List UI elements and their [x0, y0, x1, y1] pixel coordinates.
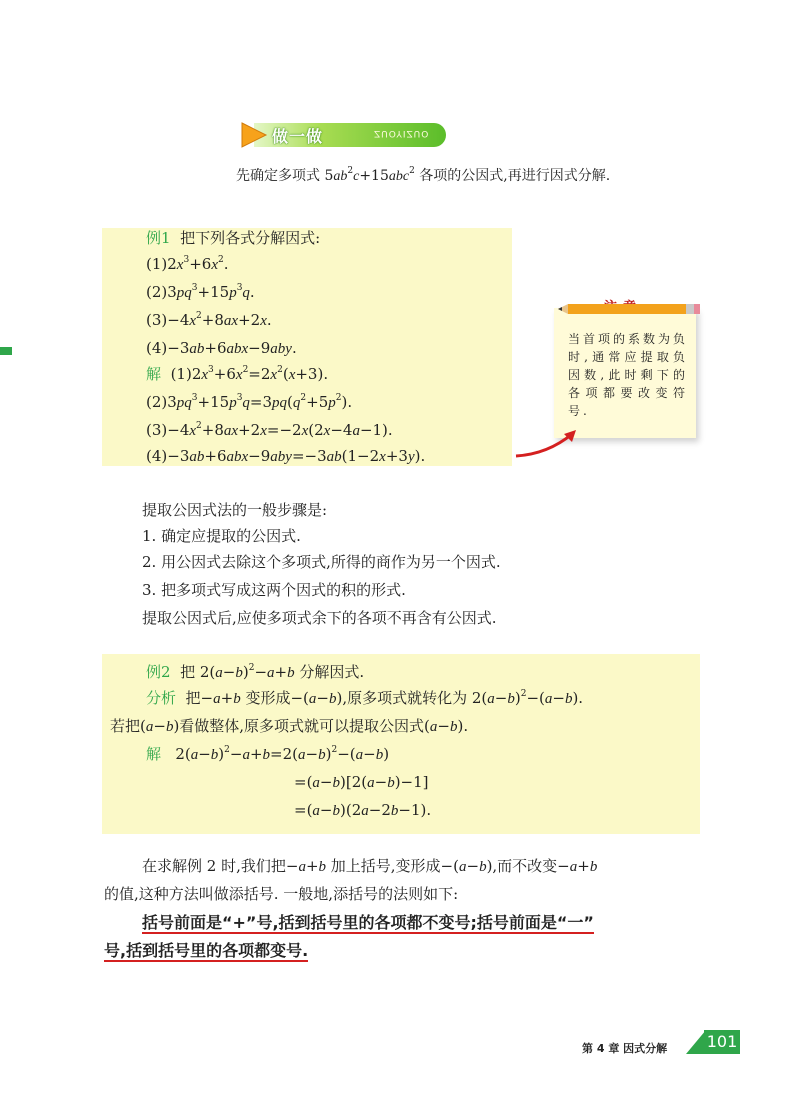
solution-4: (4)−3ab+6abx−9aby=−3ab(1−2x+3y).	[146, 447, 426, 465]
example2-label: 例2	[146, 663, 171, 681]
page-corner-icon	[686, 1030, 706, 1054]
pointer-arrow-icon	[512, 426, 582, 462]
problem-4: (4)−3ab+6abx−9aby.	[146, 339, 297, 357]
problem-1: $(1)2x^3+6x^2$.	[146, 255, 229, 273]
side-tab-marker	[0, 347, 12, 355]
step-2: 2. 用公因式去除这个多项式,所得的商作为另一个因式.	[142, 553, 501, 571]
solution-3: $(3)-4x^2+8ax+2x=-2x(2x-4a-1)$.	[146, 421, 393, 439]
pencil-icon	[558, 303, 700, 315]
step-1: 1. 确定应提取的公因式.	[142, 527, 301, 545]
solution-1: 解 $(1)2x^3+6x^2=2x^2(x+3)$.	[146, 365, 329, 383]
para-line-2: 的值,这种方法叫做添括号. 一般地,添括号的法则如下:	[104, 885, 459, 903]
note-text: 当首项的系数为负时,通常应提取负因数,此时剩下的各项都要改变符号.	[568, 332, 689, 418]
example2-solution-label: 解	[146, 745, 162, 763]
intro-sentence: 先确定多项式 $5ab^2c+15abc^2$ 各项的公因式,再进行因式分解.	[236, 166, 611, 184]
example2-header: 例2 把 $2(a-b)^2-a+b$ 分解因式.	[146, 663, 365, 681]
example1-label: 例1	[146, 229, 171, 247]
problem-2: $(2)3pq^3+15p^3q$.	[146, 283, 255, 301]
analysis-line-2: 若把(a−b)看做整体,原多项式就可以提取公因式(a−b).	[110, 717, 469, 735]
banner-title: 做一做	[272, 127, 324, 146]
analysis-line-1: 分析 把−a+b 变形成−(a−b),原多项式就转化为 $2(a-b)^2-(a-b)$.	[146, 689, 584, 707]
example1-header	[146, 228, 320, 248]
rule-line-1: 括号前面是“+”号,括到括号里的各项都不变号;括号前面是“一”	[142, 913, 594, 932]
example2-solution-2: =(a−b)[2(a−b)−1]	[294, 773, 429, 791]
chapter-label: 第 4 章 因式分解	[582, 1042, 668, 1055]
step-3: 3. 把多项式写成这两个因式的积的形式.	[142, 581, 406, 599]
solution-2: $(2)3pq^3+15p^3q=3pq(q^2+5p^2)$.	[146, 393, 353, 411]
note-box	[554, 308, 696, 438]
section-banner	[240, 121, 448, 149]
problem-3: $(3)-4x^2+8ax+2x$.	[146, 311, 272, 329]
rule-line-2: 号,括到括号里的各项都变号.	[104, 941, 309, 960]
steps-intro: 提取公因式法的一般步骤是:	[142, 501, 328, 519]
example2-solution-1: 解 $2(a-b)^2-a+b=2(a-b)^2-(a-b)$	[146, 745, 390, 763]
banner-pinyin: ZUOYIZUO	[374, 128, 430, 138]
steps-after: 提取公因式后,应使多项式余下的各项不再含有公因式.	[142, 609, 497, 627]
para-line-1: 在求解例 2 时,我们把−a+b 加上括号,变形成−(a−b),而不改变−a+b	[142, 857, 598, 875]
example2-solution-3: =(a−b)(2a−2b−1).	[294, 801, 432, 819]
analysis-label: 分析	[146, 689, 177, 707]
example1-prompt: 把下列各式分解因式:	[180, 229, 321, 247]
page-number: 101	[704, 1030, 740, 1054]
play-arrow-icon	[240, 121, 270, 149]
solution-label: 解	[146, 365, 162, 383]
